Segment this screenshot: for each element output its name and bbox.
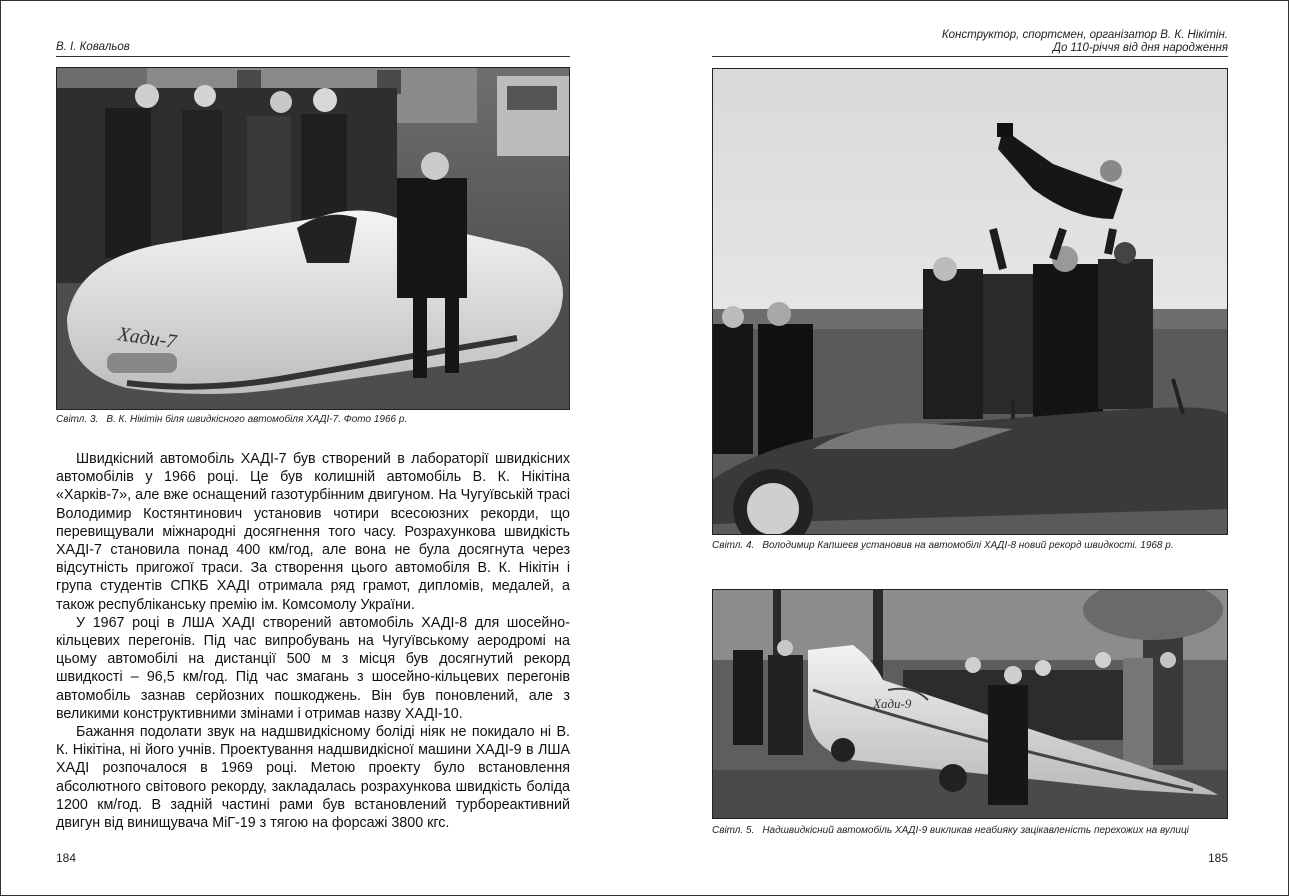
car-lettering-khadi-9: Хади-9 [873, 696, 912, 711]
paragraph-1: Швидкісний автомобіль ХАДІ-7 був створений в лабораторії швидкісних автомобілів у 1966 році. Це був колишній автомобіль В. К. Нікітіна «Харків-7», але вже оснащений газотурбінним двигуном. На Чугуївській трасі Володимир Костянтинович установив чотири всесоюзних рекорди, що перевищували міжнародні досягнення того часу. Розрахункова швидкість ХАДІ-7 становила понад 400 км/год, але вона не була досягнута через відсутність пригожої траси. За створення цього автомобіля В. К. Нікітін і група студентів СПКБ ХАДІ отримала ряд грамот, дипломів, медалей, а також республіканську премію ім. Комсомолу України. [56, 451, 570, 613]
right-running-head-line2: До 110-річчя від дня народження [1052, 42, 1228, 54]
paragraph-3: Бажання подолати звук на надшвидкісному боліді ніяк не покидало ні В. К. Нікітіна, ні його учнів. Проектування надшвидкісної машини ХАДІ-9 в ЛША ХАДІ розпочалося в 1969 році. Метою проекту було встановлення абсолютного світового рекорду, закладалась розрахункова швидкість боліда 1200 км/год. В задній частині рами був встановлений турбореактивний двигун від винищувача МіГ-19 з тягою на форсажі 3800 кгс. [56, 724, 570, 832]
photo3-caption [56, 414, 407, 426]
right-running-head [942, 29, 1228, 55]
photo5-caption-label: Світл. 5. [712, 825, 755, 836]
right-page-number: 185 [1207, 851, 1228, 865]
photo-khadi-9-image [713, 590, 1227, 818]
left-body-text [56, 450, 570, 832]
photo3-caption-label: Світл. 3. [56, 414, 99, 425]
car-lettering-khadi-7: Хади-7 [116, 323, 178, 354]
photo4-caption [712, 540, 1174, 552]
photo3-caption-text: В. К. Нікітін біля швидкісного автомобіля ХАДІ-7. Фото 1966 р. [106, 414, 408, 425]
photo-khadi-7 [56, 67, 570, 410]
photo-khadi-9 [712, 589, 1228, 819]
paragraph-2: У 1967 році в ЛША ХАДІ створений автомобіль ХАДІ-8 для шосейно-кільцевих перегонів. Під час випробувань на Чугуївському аеродромі на цьому автомобілі на дистанції 500 м з місця був досягнутий рекорд швидкості – 96,5 км/год. Під час змагань з шосейно-кільцевих перегонів автомобіль зазнав серйозних пошкоджень. Він був поновлений, але з великими конструктивними змінами і отримав назву ХАДІ-10. [56, 614, 570, 722]
right-header-rule [712, 56, 1228, 57]
left-page [1, 1, 641, 895]
right-running-head-line1: Конструктор, спортсмен, організатор В. К. Нікітін. [941, 29, 1228, 41]
photo5-caption [712, 825, 1189, 837]
photo-khadi-8-image [713, 69, 1227, 534]
photo4-caption-label: Світл. 4. [712, 540, 755, 551]
left-running-head: В. І. Ковальов [56, 41, 130, 53]
right-page [646, 1, 1288, 895]
photo-khadi-8 [712, 68, 1228, 535]
left-header-rule [56, 56, 570, 57]
photo4-caption-text: Володимир Капшеєв установив на автомобілі ХАДІ-8 новий рекорд швидкості. 1968 р. [762, 540, 1174, 551]
photo-khadi-7-image [57, 68, 569, 409]
photo5-caption-text: Надшвидкісний автомобіль ХАДІ-9 викликав неабияку зацікавленість перехожих на вулиці [762, 825, 1189, 836]
left-page-number: 184 [56, 851, 77, 865]
